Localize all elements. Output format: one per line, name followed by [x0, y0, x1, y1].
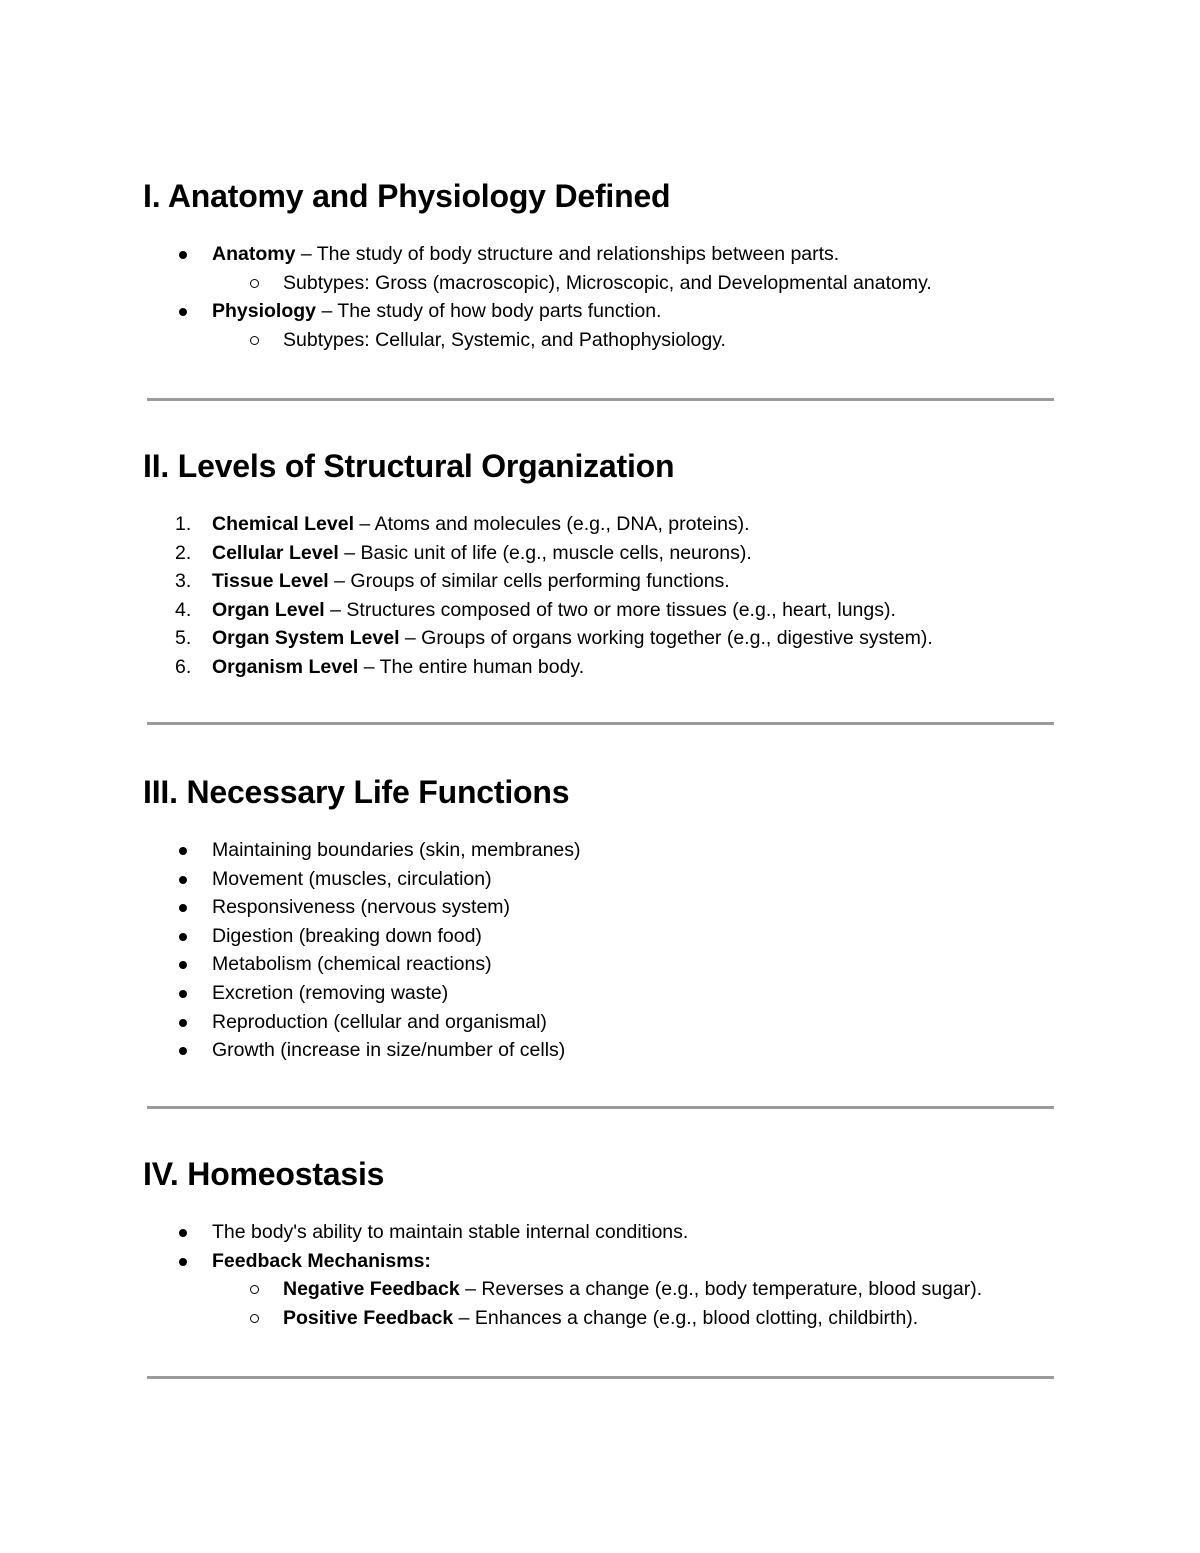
- list-number: 6.: [175, 655, 192, 678]
- term-definition: – Atoms and molecules (e.g., DNA, proteins).: [353, 513, 750, 535]
- item-text: Maintaining boundaries (skin, membranes): [212, 839, 581, 861]
- list-item: [143, 1247, 1058, 1276]
- bullet-icon: [179, 1258, 187, 1266]
- term-label: Physiology: [212, 300, 317, 323]
- section-heading: I. Anatomy and Physiology Defined: [143, 178, 671, 214]
- term-label: Anatomy: [212, 243, 296, 265]
- bullet-icon: [179, 847, 187, 855]
- sub-list-item: [143, 1304, 1058, 1333]
- list-item: [143, 539, 1058, 568]
- horizontal-divider: [147, 722, 1054, 725]
- term-definition: – The entire human body.: [358, 655, 585, 678]
- list-item: [143, 240, 1058, 269]
- hollow-bullet-icon: [250, 1285, 259, 1294]
- item-text: Movement (muscles, circulation): [212, 867, 492, 890]
- term-label: Organism Level: [212, 655, 359, 678]
- term-definition: – The study of body structure and relationships between parts.: [295, 243, 840, 265]
- term-definition: – Reverses a change (e.g., body temperature, blood sugar).: [459, 1278, 983, 1301]
- numbered-list: [143, 510, 1058, 682]
- list-item: [143, 1008, 1058, 1037]
- item-text: Excretion (removing waste): [212, 981, 449, 1004]
- term-definition: – The study of how body parts function.: [316, 300, 662, 323]
- list-item: [143, 567, 1058, 596]
- section-heading: IV. Homeostasis: [143, 1156, 385, 1192]
- list-number: 3.: [175, 570, 192, 593]
- list-item: [143, 922, 1058, 951]
- term-label: Chemical Level: [212, 513, 354, 535]
- section-heading: III. Necessary Life Functions: [143, 774, 570, 810]
- bullet-list: [143, 1218, 1058, 1332]
- term-label: Tissue Level: [212, 570, 329, 593]
- item-text: Responsiveness (nervous system): [212, 896, 511, 919]
- hollow-bullet-icon: [250, 336, 259, 345]
- list-number: 5.: [175, 627, 192, 650]
- horizontal-divider: [147, 398, 1054, 401]
- section-anatomy-physiology: [143, 178, 1058, 354]
- bullet-icon: [179, 1229, 187, 1237]
- bullet-icon: [179, 1047, 187, 1055]
- term-definition: – Structures composed of two or more tissues (e.g., heart, lungs).: [324, 598, 896, 621]
- list-item: [143, 1036, 1058, 1065]
- list-item: [143, 865, 1058, 894]
- list-item: [143, 653, 1058, 682]
- term-definition: – Basic unit of life (e.g., muscle cells, neurons).: [338, 541, 752, 564]
- bullet-icon: [179, 308, 187, 316]
- item-text: Digestion (breaking down food): [212, 924, 482, 947]
- list-number: 1.: [175, 513, 192, 535]
- hollow-bullet-icon: [250, 279, 259, 288]
- term-label: Feedback Mechanisms:: [212, 1249, 431, 1272]
- list-item: [143, 624, 1058, 653]
- item-text: Reproduction (cellular and organismal): [212, 1010, 547, 1033]
- sub-list-item: [143, 269, 1058, 298]
- term-label: Organ System Level: [212, 627, 400, 650]
- horizontal-divider: [147, 1106, 1054, 1109]
- sub-list-item: [143, 326, 1058, 355]
- section-homeostasis: [143, 1156, 1058, 1332]
- list-number: 4.: [175, 598, 192, 621]
- list-item: [143, 297, 1058, 326]
- bullet-icon: [179, 961, 187, 969]
- bullet-icon: [179, 251, 187, 259]
- bullet-icon: [179, 990, 187, 998]
- bullet-list: [143, 836, 1058, 1065]
- list-item: [143, 979, 1058, 1008]
- list-item: [143, 1218, 1058, 1247]
- item-text: Metabolism (chemical reactions): [212, 953, 492, 976]
- hollow-bullet-icon: [250, 1314, 259, 1323]
- section-life-functions: [143, 774, 1058, 1065]
- bullet-list: [143, 240, 1058, 354]
- bullet-icon: [179, 933, 187, 941]
- list-item: [143, 893, 1058, 922]
- term-label: Organ Level: [212, 598, 325, 621]
- section-heading: II. Levels of Structural Organization: [143, 448, 675, 484]
- list-item: [143, 950, 1058, 979]
- term-label: Negative Feedback: [283, 1278, 460, 1301]
- horizontal-divider: [147, 1376, 1054, 1379]
- bullet-icon: [179, 904, 187, 912]
- item-text: The body's ability to maintain stable internal conditions.: [212, 1221, 689, 1243]
- list-item: [143, 510, 1058, 539]
- sub-item-text: Subtypes: Gross (macroscopic), Microscopic, and Developmental anatomy.: [283, 271, 932, 294]
- sub-list-item: [143, 1275, 1058, 1304]
- section-structural-levels: [143, 448, 1058, 682]
- term-definition: – Groups of organs working together (e.g., digestive system).: [399, 627, 933, 650]
- bullet-icon: [179, 1019, 187, 1027]
- term-definition: – Enhances a change (e.g., blood clotting, childbirth).: [453, 1306, 919, 1329]
- item-text: Growth (increase in size/number of cells): [212, 1039, 566, 1062]
- list-item: [143, 596, 1058, 625]
- list-number: 2.: [175, 541, 192, 564]
- bullet-icon: [179, 876, 187, 884]
- term-label: Positive Feedback: [283, 1306, 454, 1329]
- sub-item-text: Subtypes: Cellular, Systemic, and Pathophysiology.: [283, 328, 726, 351]
- term-label: Cellular Level: [212, 541, 339, 564]
- list-item: [143, 836, 1058, 865]
- term-definition: – Groups of similar cells performing functions.: [328, 570, 730, 593]
